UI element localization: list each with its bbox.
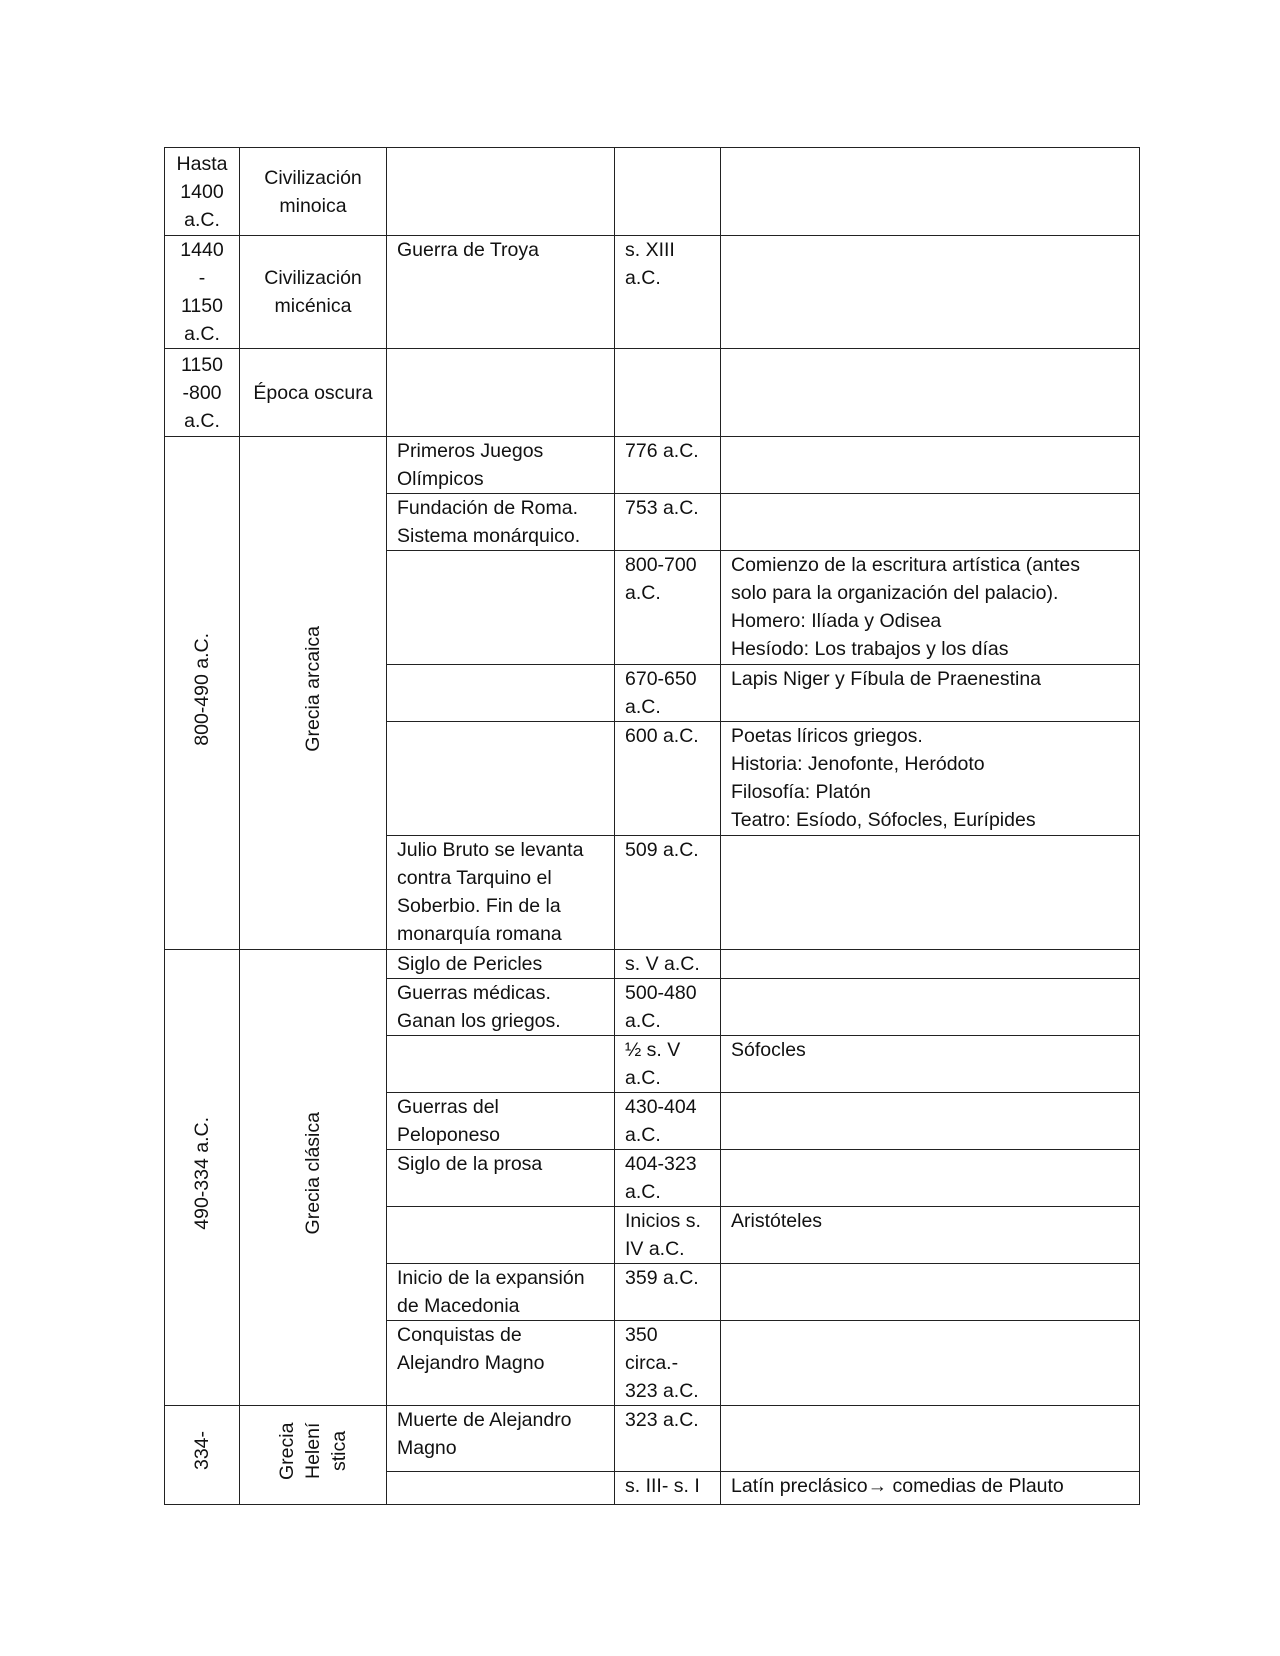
era-label: Grecia arcaica <box>302 626 324 752</box>
notes-cell: Sófocles <box>721 1036 1140 1093</box>
event-cell: Muerte de Alejandro Magno <box>387 1406 615 1472</box>
date-cell: 430-404 a.C. <box>615 1093 721 1150</box>
event-cell: Conquistas de Alejandro Magno <box>387 1321 615 1406</box>
period-label: 334- <box>191 1431 213 1471</box>
event-cell <box>387 1207 615 1264</box>
notes-cell <box>721 349 1140 437</box>
period-label: 490-334 a.C. <box>191 1117 213 1230</box>
event-cell: Guerras del Peloponeso <box>387 1093 615 1150</box>
event-cell <box>387 1471 615 1504</box>
notes-cell <box>721 494 1140 551</box>
notes-cell: Aristóteles <box>721 1207 1140 1264</box>
date-cell: s. XIII a.C. <box>615 236 721 349</box>
event-cell: Siglo de Pericles <box>387 950 615 979</box>
period-cell-archaic <box>165 437 240 950</box>
period-cell: 1150 -800 a.C. <box>165 349 240 437</box>
date-cell: 359 a.C. <box>615 1264 721 1321</box>
date-cell: s. III- s. I <box>615 1471 721 1504</box>
event-cell: Guerras médicas. Ganan los griegos. <box>387 979 615 1036</box>
event-cell <box>387 551 615 665</box>
period-cell-classical <box>165 950 240 1406</box>
date-cell: s. V a.C. <box>615 950 721 979</box>
table-row <box>165 437 1140 494</box>
event-cell <box>387 1036 615 1093</box>
table-row <box>165 950 1140 979</box>
date-cell: 670-650 a.C. <box>615 665 721 722</box>
period-cell-hellenistic <box>165 1406 240 1505</box>
era-cell-archaic <box>240 437 387 950</box>
date-cell: Inicios s. IV a.C. <box>615 1207 721 1264</box>
chronology-table <box>164 147 1140 1505</box>
period-cell: 1440 - 1150 a.C. <box>165 236 240 349</box>
era-cell-classical <box>240 950 387 1406</box>
period-cell: Hasta 1400 a.C. <box>165 148 240 236</box>
date-cell <box>615 349 721 437</box>
notes-cell: Latín preclásico→ comedias de Plauto <box>721 1471 1140 1504</box>
date-cell: 800-700 a.C. <box>615 551 721 665</box>
event-cell: Primeros Juegos Olímpicos <box>387 437 615 494</box>
era-cell: Época oscura <box>240 349 387 437</box>
notes-cell <box>721 836 1140 950</box>
notes-cell <box>721 1321 1140 1406</box>
table-row <box>165 236 1140 349</box>
date-cell: 776 a.C. <box>615 437 721 494</box>
date-cell: 500-480 a.C. <box>615 979 721 1036</box>
date-cell: 600 a.C. <box>615 722 721 836</box>
notes-cell: Lapis Niger y Fíbula de Praenestina <box>721 665 1140 722</box>
date-cell: 350 circa.- 323 a.C. <box>615 1321 721 1406</box>
date-cell: 509 a.C. <box>615 836 721 950</box>
notes-cell <box>721 950 1140 979</box>
date-cell <box>615 148 721 236</box>
notes-cell <box>721 1093 1140 1150</box>
era-cell-hellenistic <box>240 1406 387 1505</box>
notes-cell <box>721 979 1140 1036</box>
event-cell: Julio Bruto se levanta contra Tarquino el Soberbio. Fin de la monarquía romana <box>387 836 615 950</box>
notes-cell: Poetas líricos griegos. Historia: Jenofonte, Heródoto Filosofía: Platón Teatro: Esíodo, Sófocles, Eurípides <box>721 722 1140 836</box>
era-cell: Civilización micénica <box>240 236 387 349</box>
period-label: 800-490 a.C. <box>191 632 213 746</box>
table-row <box>165 148 1140 236</box>
table-row <box>165 349 1140 437</box>
date-cell: ½ s. V a.C. <box>615 1036 721 1093</box>
notes-cell <box>721 236 1140 349</box>
event-cell <box>387 148 615 236</box>
date-cell: 404-323 a.C. <box>615 1150 721 1207</box>
event-cell: Siglo de la prosa <box>387 1150 615 1207</box>
event-cell <box>387 722 615 836</box>
era-cell: Civilización minoica <box>240 148 387 236</box>
date-cell: 323 a.C. <box>615 1406 721 1472</box>
notes-cell <box>721 437 1140 494</box>
event-cell: Inicio de la expansión de Macedonia <box>387 1264 615 1321</box>
notes-cell: Comienzo de la escritura artística (antes solo para la organización del palacio). Homero: Ilíada y Odisea Hesíodo: Los trabajos y los días <box>721 551 1140 665</box>
notes-cell <box>721 148 1140 236</box>
era-label: Grecia clásica <box>302 1112 324 1235</box>
event-cell <box>387 665 615 722</box>
event-cell <box>387 349 615 437</box>
event-cell: Guerra de Troya <box>387 236 615 349</box>
notes-cell <box>721 1150 1140 1207</box>
notes-cell <box>721 1264 1140 1321</box>
event-cell: Fundación de Roma. Sistema monárquico. <box>387 494 615 551</box>
date-cell: 753 a.C. <box>615 494 721 551</box>
era-label: Grecia Helení stica <box>276 1422 350 1480</box>
table-row <box>165 1406 1140 1472</box>
notes-cell <box>721 1406 1140 1472</box>
